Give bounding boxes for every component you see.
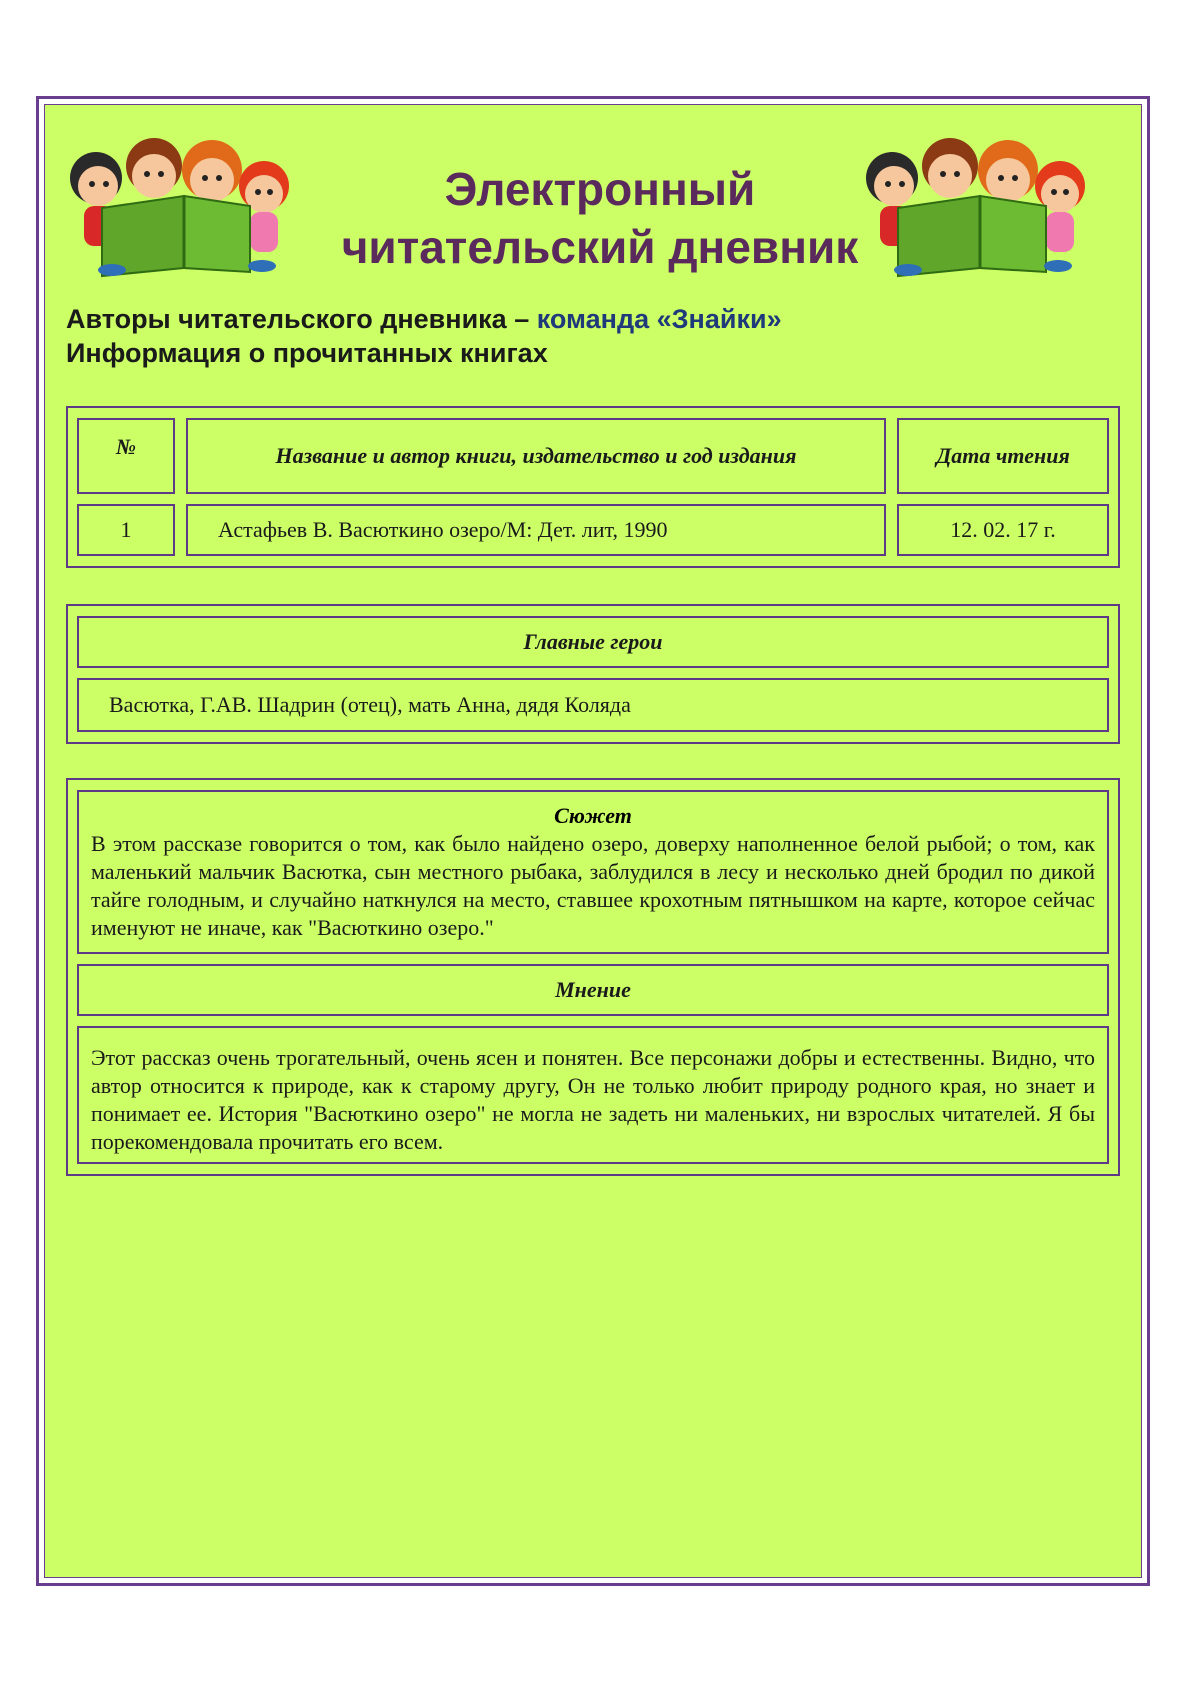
team-name: команда «Знайки»: [536, 304, 782, 334]
kids-reading-illustration-left: [62, 138, 312, 278]
opinion-title: Мнение: [77, 964, 1109, 1016]
column-header-title: Название и автор книги, издательство и год издания: [186, 418, 886, 494]
authors-line: [66, 304, 782, 335]
authors-label: Авторы читательского дневника –: [66, 304, 537, 334]
heroes-title: Главные герои: [77, 616, 1109, 668]
title-line-1: Электронный: [444, 163, 756, 215]
heroes-text: Васютка, Г.АВ. Шадрин (отец), мать Анна, дядя Коляда: [77, 678, 1109, 732]
row-1-title: Астафьев В. Васюткино озеро/М: Дет. лит, 1990: [186, 504, 886, 556]
plot-section: [77, 790, 1109, 954]
opinion-section: [77, 1026, 1109, 1164]
column-header-number: №: [77, 418, 175, 494]
plot-text: В этом рассказе говорится о том, как было найдено озеро, доверху наполненное белой рыбой; о том, как маленький мальчик Васютка, сын местного рыбака, заблудился в лесу и несколько дней бродил по дикой тайге голодным, и случайно наткнулся на место, ставшее крохотным пятнышком на карте, которое сейчас именуют не иначе, как "Васюткино озеро.": [91, 831, 1095, 940]
title-line-2: читательский дневник: [341, 221, 859, 273]
row-1-number: 1: [77, 504, 175, 556]
column-header-date: Дата чтения: [897, 418, 1109, 494]
row-1-date: 12. 02. 17 г.: [897, 504, 1109, 556]
opinion-text: Этот рассказ очень трогательный, очень ясен и понятен. Все персонажи добры и естественны. Видно, что автор относится к природе, как к старому другу, Он не только любит природу родного края, но знает и понимает ее. История "Васюткино озеро" не могла не задеть ни маленьких, ни взрослых читателей. Я бы порекомендовала прочитать его всем.: [91, 1045, 1095, 1154]
plot-title: Сюжет: [554, 803, 632, 828]
info-heading: Информация о прочитанных книгах: [66, 338, 548, 368]
page-title: [300, 160, 900, 276]
